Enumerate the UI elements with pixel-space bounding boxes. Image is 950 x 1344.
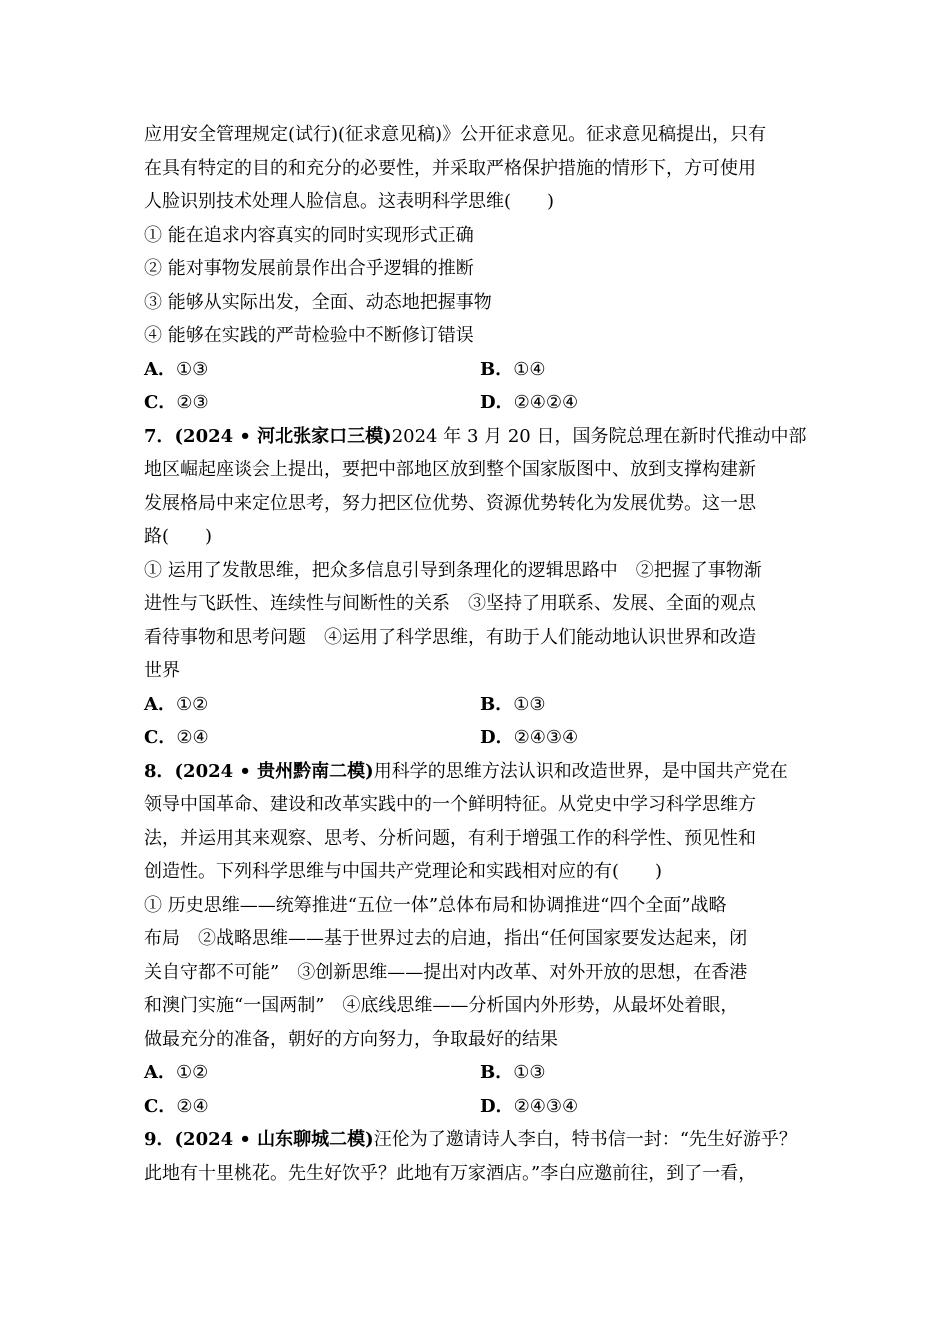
question-7 [144,420,824,755]
option-c [144,386,480,420]
question-text-line: 在具有特定的目的和充分的必要性，并采取严格保护措施的情形下，方可使用 [144,157,756,179]
option-text: ②④②④ [513,392,579,413]
question-text-line: 人脸识别技术处理人脸信息。这表明科学思维( ) [144,191,555,212]
option-b [480,688,816,722]
statement-item: ③ 能够从实际出发，全面、动态地把握事物 [144,291,492,313]
option-d [480,1090,816,1124]
option-letter: C． [144,727,177,748]
question-6 [144,118,824,420]
question-number: 9．(2024 • 山东聊城二模) [144,1129,374,1150]
question-text-line [144,755,824,789]
statement-item: ② 能对事物发展前景作出合乎逻辑的推断 [144,258,474,279]
statement-item: ④ 能够在实践的严苛检验中不断修订错误 [144,325,474,346]
document-page [144,118,824,1190]
question-text-line [144,1123,824,1157]
option-row [144,386,824,420]
statement-item: 和澳门实施“一国两制” ④底线思维——分析国内外形势，从最坏处着眼， [144,995,739,1016]
option-text: ②④③④ [513,727,579,748]
question-text: 汪伦为了邀请诗人李白，特书信一封：“先生好游乎？ [373,1129,797,1150]
option-letter: A． [144,358,176,380]
option-letter: A． [144,1062,176,1083]
option-letter: A． [144,693,176,715]
question-text-line: 路( ) [144,526,213,547]
option-letter: D． [480,727,514,748]
option-text: ①② [175,1062,209,1083]
question-8 [144,755,824,1124]
question-text-line: 应用安全管理规定(试行)(征求意见稿)》公开征求意见。征求意见稿提出，只有 [144,124,767,145]
option-letter: D． [480,1095,514,1117]
question-text-line: 发展格局中来定位思考，努力把区位优势、资源优势转化为发展优势。这一思 [144,492,756,514]
question-9 [144,1123,824,1190]
option-text: ①③ [175,358,209,380]
option-text: ①④ [513,358,546,380]
statement-item: 做最充分的准备，朝好的方向努力，争取最好的结果 [144,1028,558,1050]
question-text-line: 创造性。下列科学思维与中国共产党理论和实践相对应的有( ) [144,861,663,882]
option-text: ②④ [176,727,209,748]
option-letter: B． [480,358,514,380]
option-row [144,353,824,387]
question-text-line: 领导中国革命、建设和改革实践中的一个鲜明特征。从党史中学习科学思维方 [144,794,756,815]
option-d [480,386,816,420]
option-b [480,1056,816,1090]
option-letter: B． [480,1062,514,1083]
question-number: 7．(2024 • 河北张家口三模) [144,425,392,447]
option-c [144,721,480,755]
question-text-line [144,420,824,454]
option-a [144,1056,480,1090]
option-letter: C． [144,392,177,413]
statement-item: 看待事物和思考问题 ④运用了科学思维，有助于人们能动地认识世界和改造 [144,626,756,648]
statement-item: 进性与飞跃性、连续性与间断性的关系 ③坚持了用联系、发展、全面的观点 [144,593,756,614]
statement-item: ① 运用了发散思维，把众多信息引导到条理化的逻辑思路中 ②把握了事物渐 [144,559,762,581]
option-letter: C． [144,1095,177,1117]
question-number: 8．(2024 • 贵州黔南二模) [144,760,374,782]
question-text-line: 地区崛起座谈会上提出，要把中部地区放到整个国家版图中、放到支撑构建新 [144,459,756,480]
option-text: ①③ [513,693,546,715]
option-row [144,1056,824,1090]
option-b [480,353,816,387]
question-text: 2024 年 3 月 20 日，国务院总理在新时代推动中部 [391,425,807,447]
question-text-line: 此地有十里桃花。先生好饮乎？此地有万家酒店。”李白应邀前往，到了一看， [144,1162,757,1184]
option-text: ①② [175,693,209,715]
statement-item: 布局 ②战略思维——基于世界过去的启迪，指出“任何国家要发达起来，闭 [144,928,748,949]
option-text: ②④ [176,1095,209,1117]
option-letter: B． [480,693,514,715]
option-a [144,353,480,387]
option-text: ②③ [176,392,209,413]
option-text: ②④③④ [513,1095,579,1117]
question-text-line: 法，并运用其来观察、思考、分析问题，有利于增强工作的科学性、预见性和 [144,827,756,849]
option-letter: D． [480,392,514,413]
statement-item: ① 能在追求内容真实的同时实现形式正确 [144,224,474,246]
option-c [144,1090,480,1124]
option-row [144,721,824,755]
statement-item: 关自守都不可能” ③创新思维——提出对内改革、对外开放的思想，在香港 [144,961,748,983]
statement-item: ① 历史思维——统筹推进“五位一体”总体布局和协调推进“四个全面”战略 [144,894,727,916]
question-text: 用科学的思维方法认识和改造世界，是中国共产党在 [373,760,788,782]
option-a [144,688,480,722]
option-d [480,721,816,755]
option-row [144,688,824,722]
statement-item: 世界 [144,660,180,681]
option-text: ①③ [513,1062,546,1083]
option-row [144,1090,824,1124]
